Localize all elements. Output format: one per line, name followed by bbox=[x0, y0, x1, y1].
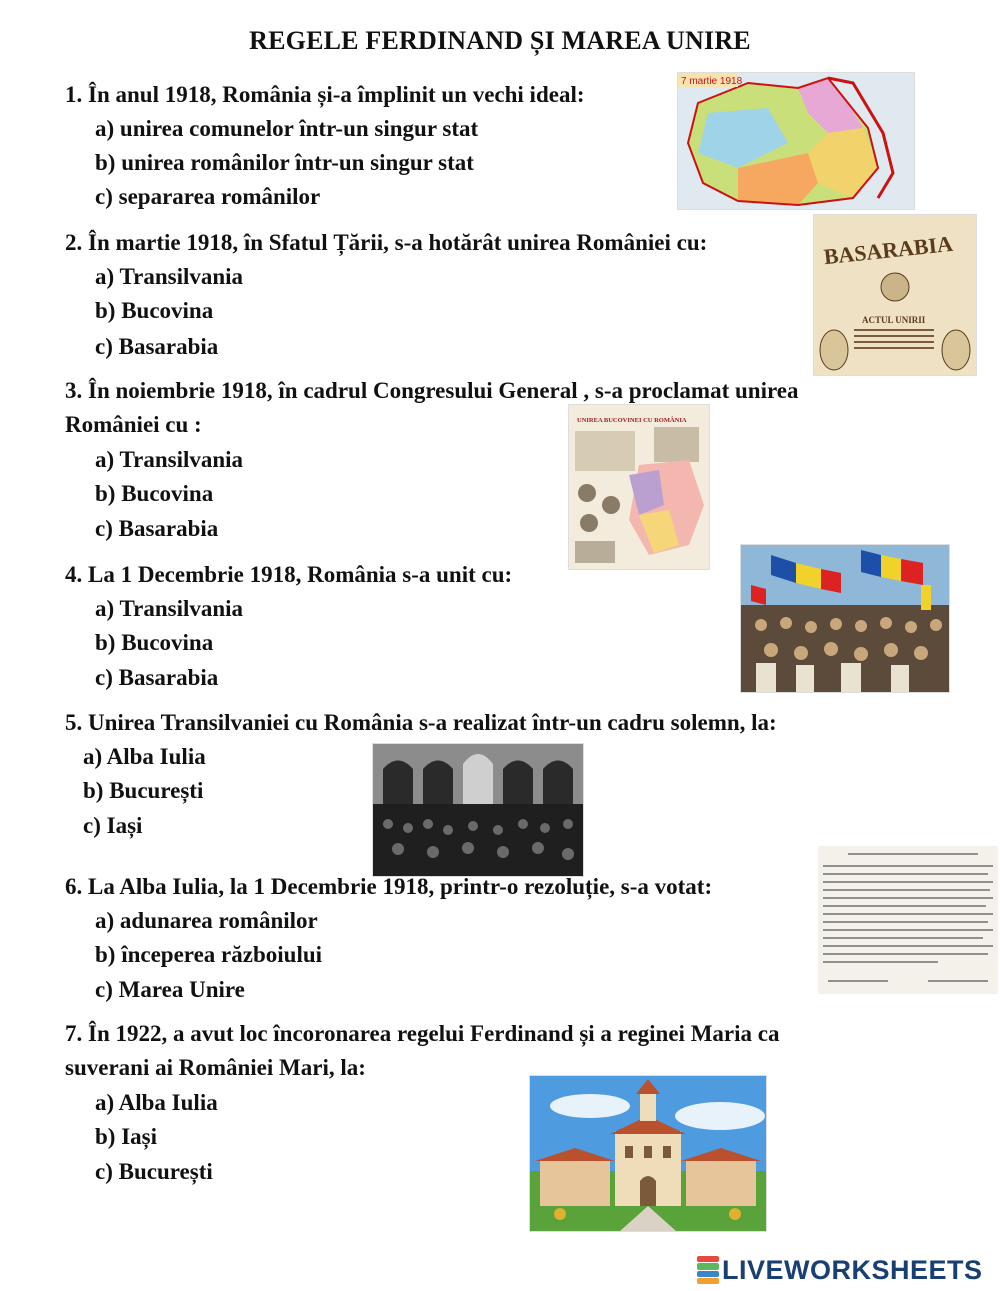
question-2-option-b[interactable]: b) Bucovina bbox=[95, 298, 214, 323]
question-3-text: 3. În noiembrie 1918, în cadrul Congresului General , s-a proclamat unirea bbox=[65, 378, 799, 403]
poster-title: BASARABIA bbox=[822, 230, 954, 270]
map-caption: 7 martie 1918 bbox=[681, 76, 743, 87]
question-4-text: 4. La 1 Decembrie 1918, România s-a unit cu: bbox=[65, 562, 513, 587]
bucovina-union-poster-image bbox=[568, 404, 710, 570]
poster-heading: UNIREA BUCOVINEI CU ROMÂNIA bbox=[577, 417, 687, 424]
question-2-text: 2. În martie 1918, în Sfatul Țării, s-a hotărât unirea României cu: bbox=[65, 230, 708, 255]
question-2-option-a[interactable]: a) Transilvania bbox=[95, 264, 244, 289]
question-3-option-c[interactable]: c) Basarabia bbox=[95, 516, 219, 541]
question-1-option-b[interactable]: b) unirea românilor într-un singur stat bbox=[95, 150, 474, 175]
question-6-option-b[interactable]: b) începerea războiului bbox=[95, 942, 323, 967]
question-7-text-continued: suverani ai României Mari, la: bbox=[65, 1055, 366, 1080]
brand-text: LIVEWORKSHEETS bbox=[722, 1254, 983, 1285]
liveworksheets-logo-icon bbox=[697, 1256, 719, 1284]
question-4-option-a[interactable]: a) Transilvania bbox=[95, 596, 244, 621]
question-5-text: 5. Unirea Transilvaniei cu România s-a realizat într-un cadru solemn, la: bbox=[65, 710, 777, 735]
question-6-option-a[interactable]: a) adunarea românilor bbox=[95, 908, 318, 933]
basarabia-poster-image bbox=[813, 214, 977, 376]
question-1-option-a[interactable]: a) unirea comunelor într-un singur stat bbox=[95, 116, 479, 141]
question-7-option-b[interactable]: b) Iași bbox=[95, 1124, 157, 1149]
question-4-option-b[interactable]: b) Bucovina bbox=[95, 630, 214, 655]
crowd-flags-painting-image bbox=[740, 544, 950, 693]
question-3-text-continued: României cu : bbox=[65, 412, 202, 437]
question-5-option-c[interactable]: c) Iași bbox=[83, 813, 143, 838]
question-5-option-b[interactable]: b) București bbox=[83, 778, 204, 803]
liveworksheets-brand[interactable] bbox=[697, 1254, 983, 1286]
poster-subtitle: ACTUL UNIRII bbox=[862, 315, 926, 325]
page-title: REGELE FERDINAND ȘI MAREA UNIRE bbox=[249, 26, 751, 55]
question-3-option-a[interactable]: a) Transilvania bbox=[95, 447, 244, 472]
question-5-option-a[interactable]: a) Alba Iulia bbox=[83, 744, 206, 769]
coronation-cathedral-photo-image bbox=[529, 1075, 767, 1232]
question-7-option-a[interactable]: a) Alba Iulia bbox=[95, 1090, 218, 1115]
question-3-option-b[interactable]: b) Bucovina bbox=[95, 481, 214, 506]
question-7-option-c[interactable]: c) București bbox=[95, 1159, 213, 1184]
map-romania-1918-image bbox=[677, 72, 915, 210]
question-4-option-c[interactable]: c) Basarabia bbox=[95, 665, 219, 690]
question-1-text: 1. În anul 1918, România și-a împlinit un vechi ideal: bbox=[65, 82, 585, 107]
question-6-option-c[interactable]: c) Marea Unire bbox=[95, 977, 245, 1002]
question-7-text: 7. În 1922, a avut loc încoronarea regelui Ferdinand și a reginei Maria ca bbox=[65, 1021, 780, 1046]
question-6-text: 6. La Alba Iulia, la 1 Decembrie 1918, printr-o rezoluție, s-a votat: bbox=[65, 874, 713, 899]
question-2-option-c[interactable]: c) Basarabia bbox=[95, 334, 219, 359]
resolution-document-image bbox=[818, 846, 998, 994]
assembly-hall-photo-image bbox=[372, 743, 584, 877]
question-1-option-c[interactable]: c) separarea românilor bbox=[95, 184, 321, 209]
